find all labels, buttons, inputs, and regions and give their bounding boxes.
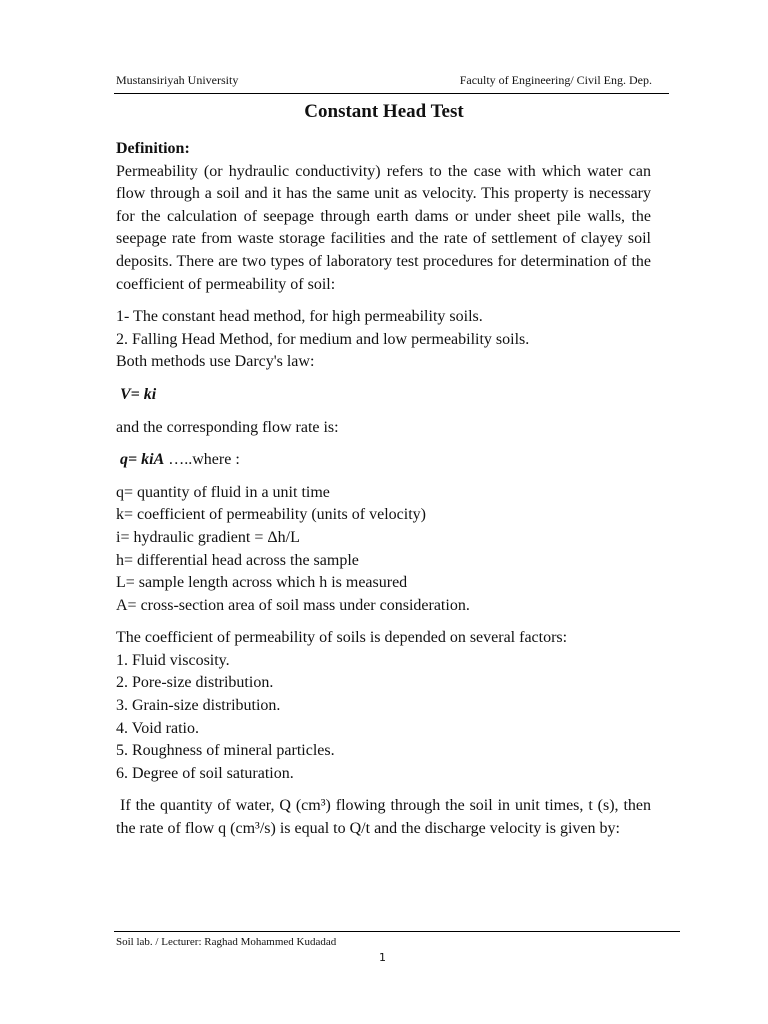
definition-h: h= differential head across the sample (116, 551, 359, 569)
equation-flow: q= kiA (120, 451, 165, 469)
definition-k: k= coefficient of permeability (units of velocity) (116, 506, 426, 524)
where-text: …..where : (164, 451, 240, 469)
flow-rate-text: and the corresponding flow rate is: (116, 418, 339, 436)
page-title: Constant Head Test (304, 101, 464, 122)
footer-text: Soil lab. / Lecturer: Raghad Mohammed Kudadad (116, 936, 337, 948)
factor-2: 2. Pore-size distribution. (116, 674, 274, 692)
closing-paragraph: If the quantity of water, Q (cm³) flowing through the soil in unit times, t (s), then the rate of flow q (cm³/s) is equal to Q/t and the discharge velocity is given by: (116, 797, 651, 838)
header-right: Faculty of Engineering/ Civil Eng. Dep. (459, 73, 652, 87)
darcy-law-text: Both methods use Darcy's law: (116, 353, 315, 371)
intro-paragraph: Permeability (or hydraulic conductivity) refers to the case with which water can flow through a soil and it has the same unit as velocity. This property is necessary for the calculation of seepage through earth dams or under sheet pile walls, the seepage rate from waste storage facilities and the rate of settlement of clayey soil deposits. There are two types of laboratory test procedures for determination of the coefficient of permeability of soil: (116, 162, 651, 293)
document-body (116, 138, 651, 841)
header-rule (114, 93, 669, 94)
equation-velocity: V= ki (120, 385, 157, 403)
definition-heading: Definition: (116, 140, 190, 157)
equation-flow-line (116, 449, 651, 472)
definition-i: i= hydraulic gradient = Δh/L (116, 528, 300, 546)
factor-1: 1. Fluid viscosity. (116, 651, 230, 669)
factor-4: 4. Void ratio. (116, 719, 199, 737)
page-header (116, 73, 652, 88)
definition-a: A= cross-section area of soil mass under consideration. (116, 596, 470, 614)
method-1: 1- The constant head method, for high permeability soils. (116, 308, 483, 326)
footer-rule (114, 931, 680, 932)
definition-q: q= quantity of fluid in a unit time (116, 483, 330, 501)
factor-3: 3. Grain-size distribution. (116, 697, 281, 715)
method-2: 2. Falling Head Method, for medium and low permeability soils. (116, 330, 530, 348)
factor-6: 6. Degree of soil saturation. (116, 764, 294, 782)
factor-5: 5. Roughness of mineral particles. (116, 742, 335, 760)
definition-l: L= sample length across which h is measured (116, 574, 408, 592)
page-number: 1 (379, 951, 386, 964)
factors-intro: The coefficient of permeability of soils is depended on several factors: (116, 629, 568, 647)
header-left: Mustansiriyah University (116, 73, 239, 87)
